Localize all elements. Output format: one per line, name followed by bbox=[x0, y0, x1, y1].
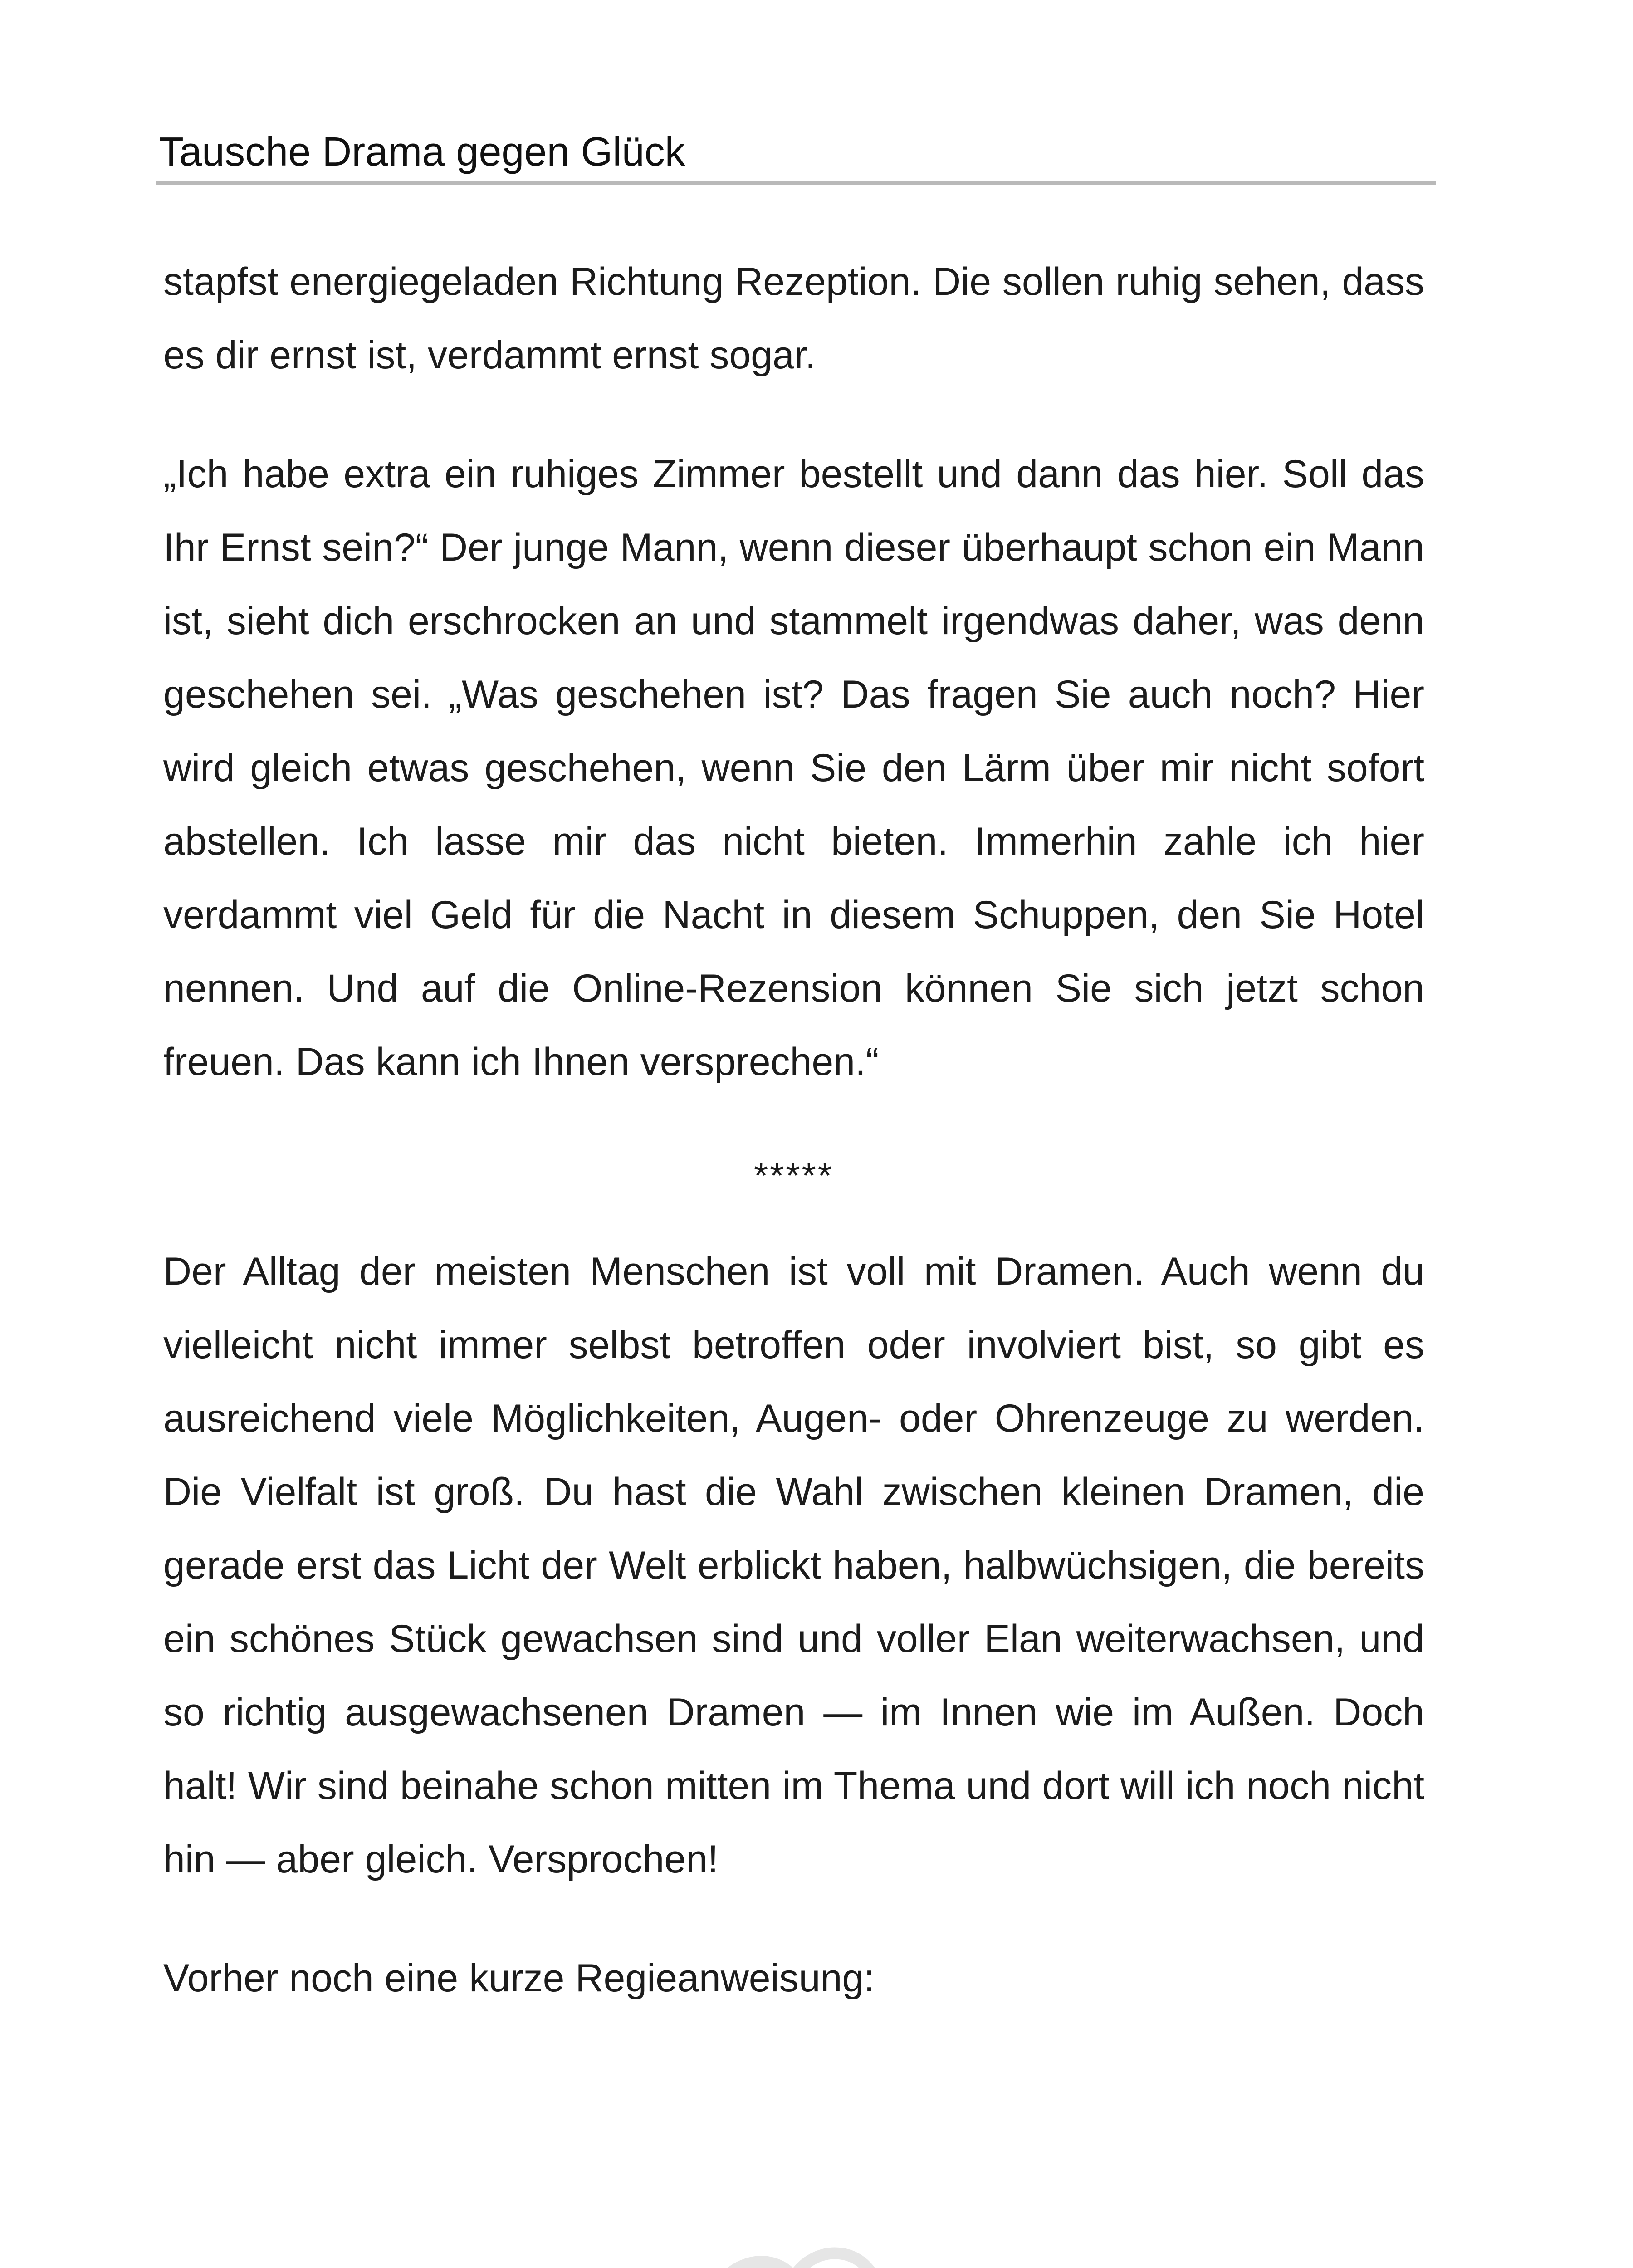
page-body bbox=[163, 245, 1424, 2060]
body-paragraph: Vorher noch eine kurze Regieanweisung: bbox=[163, 1956, 875, 2000]
tooth-outline-icon bbox=[680, 2214, 889, 2268]
body-paragraph: Der Alltag der meisten Menschen ist voll mit Dramen. Auch wenn du vielleicht nicht immer selbst betroffen oder involviert bist, so gibt es ausreichend viele Möglichkeiten, Augen- oder Ohrenzeuge zu werden. Die Vielfalt ist groß. Du hast die Wahl zwischen kleinen Dramen, die gerade erst das Licht der Welt erblickt haben, halbwüchsigen, die bereits ein schönes Stück gewachsen sind und voller Elan weiterwachsen, und so richtig ausgewachsenen Dramen — im Innen wie im Außen. Doch halt! Wir sind beinahe schon mitten im Thema und dort will ich noch nicht hin — aber gleich. Versprochen! bbox=[163, 1250, 1424, 1881]
body-paragraph: stapfst energiegeladen Richtung Rezeption. Die sollen ruhig sehen, dass es dir ernst ist, verdammt ernst sogar. bbox=[163, 260, 1424, 377]
running-header: Tausche Drama gegen Glück bbox=[159, 129, 685, 175]
section-separator: ***** bbox=[754, 1155, 834, 1196]
header-divider bbox=[156, 181, 1436, 185]
body-paragraph: „Ich habe extra ein ruhiges Zimmer bestellt und dann das hier. Soll das Ihr Ernst sein?“ Der junge Mann, wenn dieser überhaupt schon ein Mann ist, sieht dich erschrocken an und stammelt irgendwas daher, was denn geschehen sei. „Was geschehen ist? Das fragen Sie auch noch? Hier wird gleich etwas geschehen, wenn Sie den Lärm über mir nicht sofort abstellen. Ich lasse mir das nicht bieten. Immerhin zahle ich hier verdammt viel Geld für die Nacht in diesem Schuppen, den Sie Hotel nennen. Und auf die Online-Rezension können Sie sich jetzt schon freuen. Das kann ich Ihnen versprechen.“ bbox=[163, 452, 1424, 1084]
